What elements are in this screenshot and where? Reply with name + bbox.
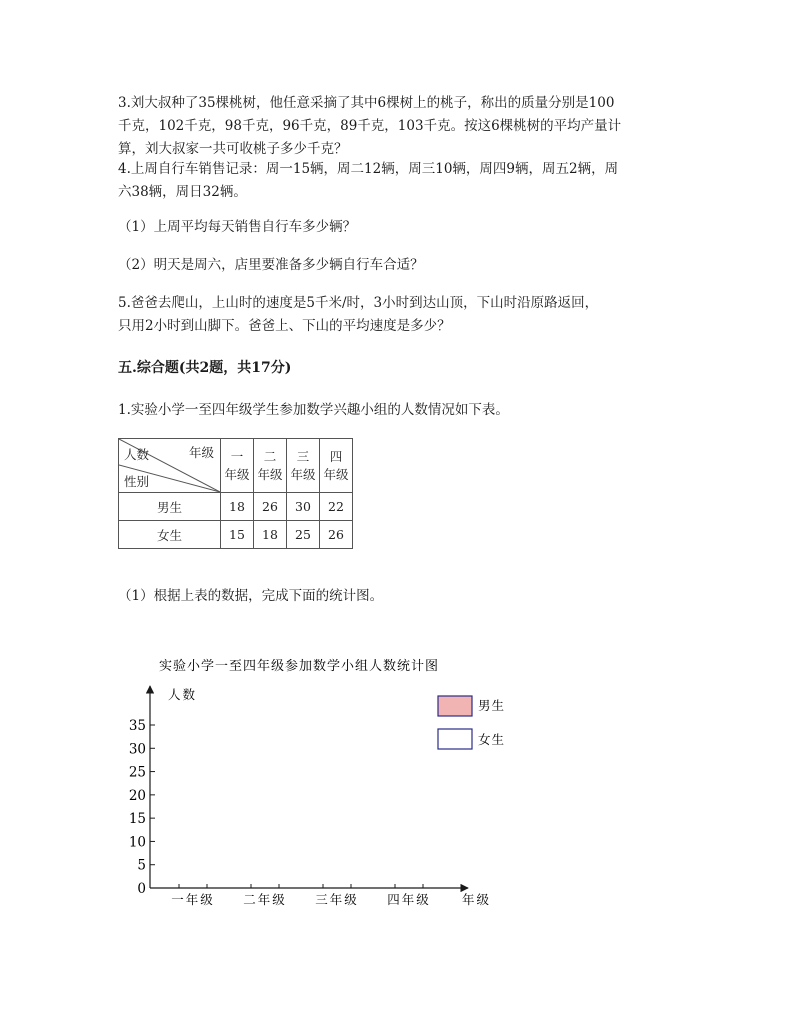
legend-swatch-boys [438,696,472,716]
problem-4-line-2: 六38辆，周日32辆。 [118,184,247,200]
table-cell: 30 [287,493,320,521]
legend-label-girls: 女生 [478,732,506,747]
x-tick-label: 一年级 [171,892,215,907]
x-tick-label: 三年级 [315,892,359,907]
table-cell: 22 [320,493,353,521]
section-title: 五.综合题(共2题，共17分) [118,360,292,376]
y-tick-label: 15 [128,811,146,828]
table-header-grade-4: 四 年级 [320,439,353,493]
legend-label-boys: 男生 [478,698,506,713]
bar-chart [110,648,510,918]
table-cell: 25 [287,521,320,549]
problem-5-line-1: 5.爸爸去爬山，上山时的速度是5千米/时，3小时到达山顶，下山时沿原路返回， [118,295,599,311]
corner-label-count: 人数 [124,447,150,462]
legend [438,696,505,749]
table-row [119,521,353,549]
y-tick-label: 30 [128,741,146,758]
data-table [118,438,353,549]
table-header-grade-1: 一 年级 [221,439,254,493]
table-cell: 18 [221,493,254,521]
problem-4-question-1: （1）上周平均每天销售自行车多少辆？ [118,219,357,235]
x-tick-labels [171,892,431,907]
x-tick-label: 四年级 [387,892,431,907]
y-tick-label: 10 [128,834,146,851]
table-header-grade-3: 三 年级 [287,439,320,493]
y-tick-label: 5 [137,857,146,874]
table-header-row [119,439,353,493]
y-tick-label: 0 [137,881,146,897]
problem-3-line-2: 千克，102千克，98千克，96千克，89千克，103千克。按这6棵桃树的平均产量计 [118,118,622,134]
table-cell: 15 [221,521,254,549]
table-cell: 26 [254,493,287,521]
row-label-boys: 男生 [119,493,221,521]
section-5-question-1-sub-1: （1）根据上表的数据，完成下面的统计图。 [118,588,384,604]
y-axis-label: 人数 [168,687,198,702]
problem-3-line-3: 算，刘大叔家一共可收桃子多少千克？ [118,141,348,157]
table-corner-cell [119,439,221,493]
corner-label-grade: 年级 [188,445,214,460]
legend-swatch-girls [438,729,472,749]
row-label-girls: 女生 [119,521,221,549]
problem-5-line-2: 只用2小时到山脚下。爸爸上、下山的平均速度是多少？ [118,318,451,334]
x-axis-label: 年级 [462,892,492,907]
x-tick-label: 二年级 [243,892,287,907]
chart-title: 实验小学一至四年级参加数学小组人数统计图 [159,659,440,674]
problem-4-line-1: 4.上周自行车销售记录：周一15辆，周二12辆，周三10辆，周四9辆，周五2辆，周 [118,161,619,177]
y-ticks [129,718,155,897]
problem-3-line-1: 3.刘大叔种了35棵桃树，他任意采摘了其中6棵树上的桃子，称出的质量分别是100 [118,95,615,111]
table-header-grade-2: 二 年级 [254,439,287,493]
section-5-question-1-intro: 1.实验小学一至四年级学生参加数学兴趣小组的人数情况如下表。 [118,402,509,418]
y-tick-label: 35 [128,718,146,734]
table-cell: 18 [254,521,287,549]
table-cell: 26 [320,521,353,549]
y-tick-label: 20 [128,787,146,804]
table-row [119,493,353,521]
problem-4-question-2: （2）明天是周六，店里要准备多少辆自行车合适？ [118,257,424,273]
corner-label-gender: 性别 [124,474,150,489]
y-tick-label: 25 [128,764,146,781]
